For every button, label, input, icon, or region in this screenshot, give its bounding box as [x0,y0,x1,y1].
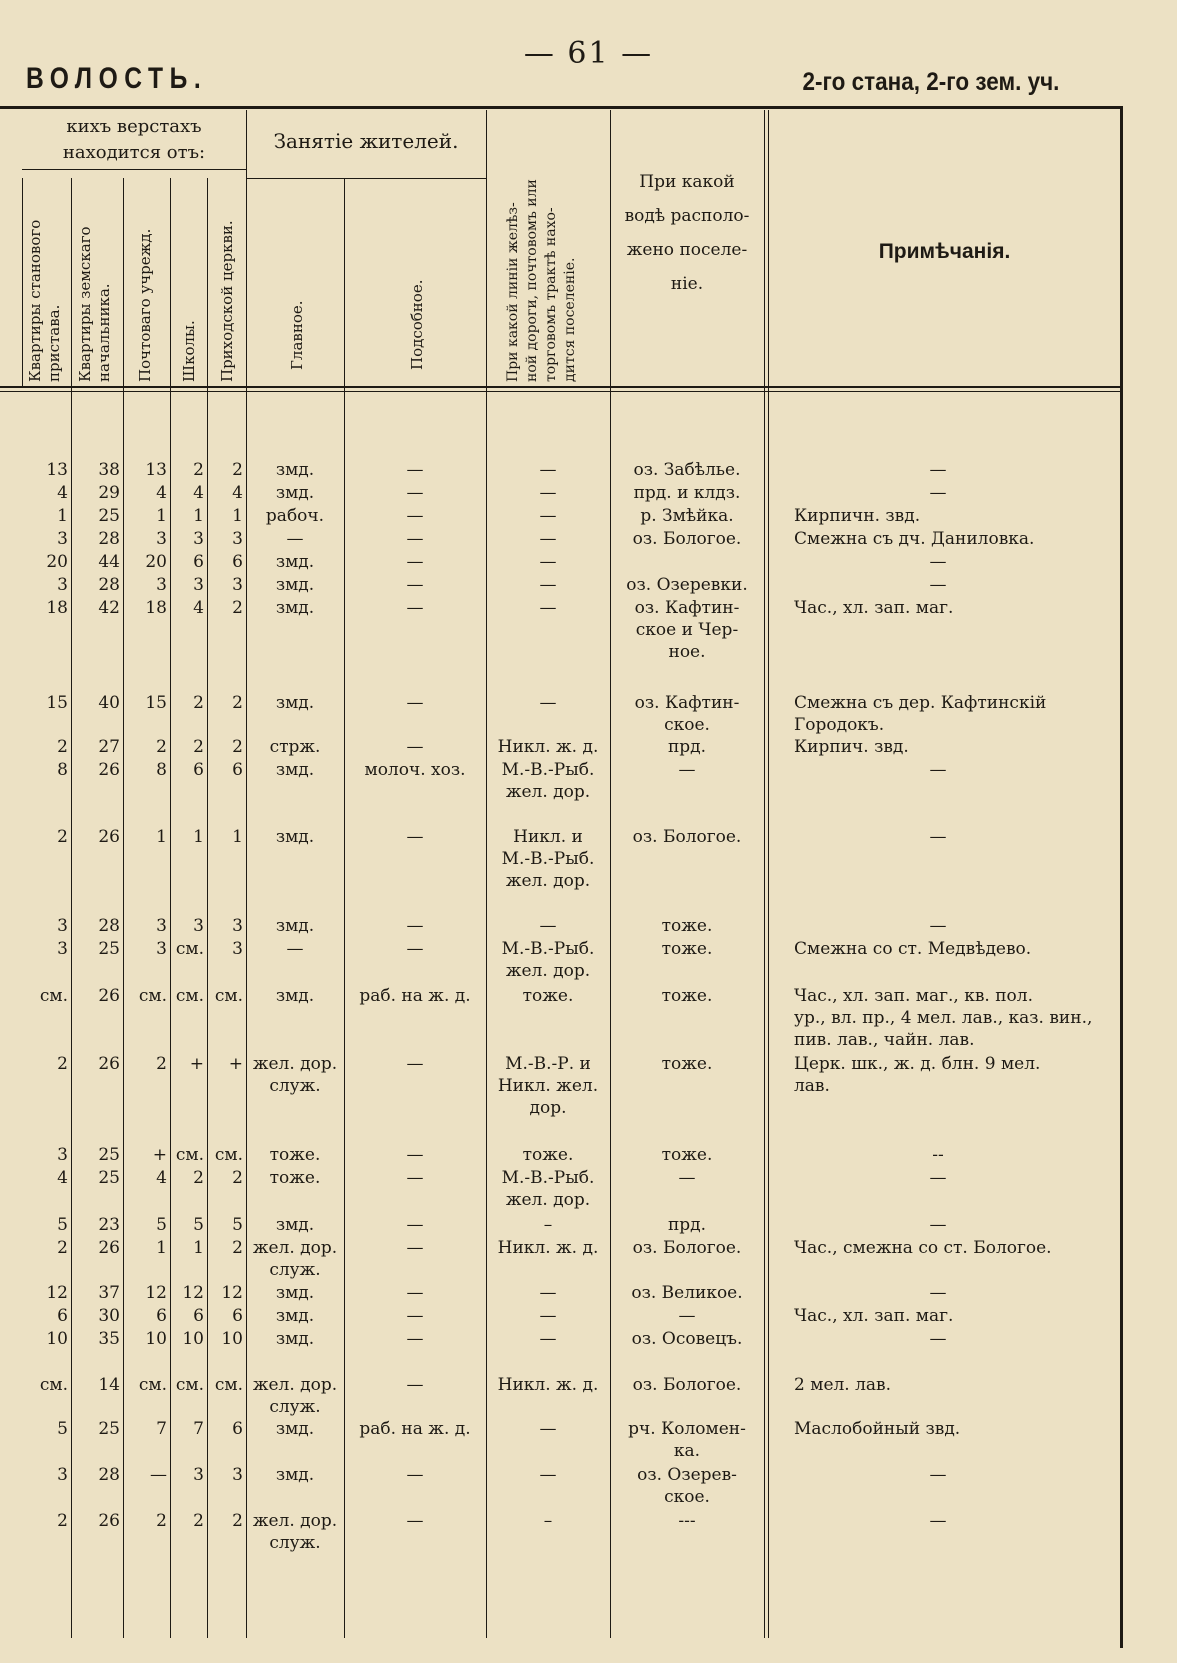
cell-water: тоже. [661,1054,713,1074]
col-divider [344,178,345,1638]
cell-main: змд. [275,1215,315,1235]
cell-aux: раб. на ж. д. [359,1419,471,1439]
cell-church: 6 [232,1419,243,1439]
cell-zemsky: 14 [98,1375,120,1395]
cell-notes: 2 мел. лав. [794,1375,892,1395]
cell-notes: — [929,916,947,936]
cell-aux: — [406,1306,424,1326]
cell-church: 1 [232,506,243,526]
cell-main: — [286,529,304,549]
header-notes: Примѣчанія. [878,240,1011,263]
header-post: Почтоваго учрежд. [136,228,154,382]
cell-zemsky: 35 [98,1329,120,1349]
cell-stanovoy: см. [39,986,68,1006]
cell-aux: — [406,598,424,618]
cell-post: 7 [156,1419,167,1439]
header-zemsky: Квартиры земскаго начальника. [76,226,113,382]
cell-church: 12 [221,1283,243,1303]
cell-stanovoy: 4 [57,1168,68,1188]
cell-main: жел. дор. служ. [252,1054,338,1096]
cell-notes: Церк. шк., ж. д. блн. 9 мел. лав. [794,1054,1041,1096]
cell-post: 2 [156,1054,167,1074]
cell-water: оз. Кафтин- ское и Чер- ное. [634,598,740,662]
cell-church: 4 [232,483,243,503]
cell-zemsky: 26 [98,1054,120,1074]
cell-water: — [678,760,696,780]
cell-stanovoy: 3 [57,1145,68,1165]
cell-stanovoy: 2 [57,827,68,847]
cell-zemsky: 26 [98,1238,120,1258]
cell-main: змд. [275,1419,315,1439]
cell-aux: — [406,737,424,757]
cell-stanovoy: 5 [57,1215,68,1235]
cell-main: змд. [275,460,315,480]
cell-post: 8 [156,760,167,780]
cell-railway: тоже. [522,986,574,1006]
cell-railway: — [539,529,557,549]
cell-water: оз. Кафтин- ское. [634,693,740,735]
cell-railway: М.-В.-Р. и Никл. жел. дор. [497,1054,599,1118]
cell-railway: М.-В.-Рыб. жел. дор. [501,760,595,802]
cell-railway: – [543,1215,553,1235]
cell-post: 3 [156,529,167,549]
cell-zemsky: 25 [98,1419,120,1439]
cell-main: жел. дор. служ. [252,1238,338,1280]
cell-notes: Час., хл. зап. маг. [794,1306,954,1326]
cell-church: 6 [232,760,243,780]
cell-stanovoy: 1 [57,506,68,526]
header-aux: Подсобное. [408,279,426,370]
cell-post: 12 [145,1283,167,1303]
cell-school: 1 [193,506,204,526]
cell-stanovoy: 3 [57,939,68,959]
cell-railway: — [539,1329,557,1349]
cell-zemsky: 26 [98,1511,120,1531]
header-bottom-rule [0,386,1123,388]
cell-main: змд. [275,986,315,1006]
cell-zemsky: 42 [98,598,120,618]
cell-stanovoy: 15 [46,693,68,713]
cell-aux: — [406,1329,424,1349]
header-bottom-rule-2 [0,391,1123,392]
cell-zemsky: 25 [98,506,120,526]
cell-zemsky: 25 [98,1168,120,1188]
cell-zemsky: 28 [98,529,120,549]
cell-stanovoy: 2 [57,1054,68,1074]
cell-aux: — [406,1465,424,1485]
cell-stanovoy: 18 [46,598,68,618]
cell-aux: — [406,529,424,549]
cell-water: оз. Бологое. [632,1375,742,1395]
cell-post: — [150,1465,167,1485]
cell-notes: — [929,1329,947,1349]
cell-aux: — [406,1168,424,1188]
cell-post: 15 [145,693,167,713]
cell-main: змд. [275,827,315,847]
cell-railway: — [539,506,557,526]
occupation-group-header: Занятіе жителей. [273,129,459,153]
cell-zemsky: 26 [98,827,120,847]
cell-stanovoy: 13 [46,460,68,480]
cell-school: 3 [193,916,204,936]
cell-stanovoy: см. [39,1375,68,1395]
cell-railway: – [543,1511,553,1531]
cell-church: 2 [232,598,243,618]
cell-aux: — [406,483,424,503]
cell-school: см. [175,1145,204,1165]
cell-post: 4 [156,1168,167,1188]
cell-post: 6 [156,1306,167,1326]
cell-water: прд. [667,737,707,757]
cell-aux: — [406,1215,424,1235]
cell-railway: — [539,1306,557,1326]
cell-main: змд. [275,483,315,503]
cell-zemsky: 40 [98,693,120,713]
cell-main: змд. [275,693,315,713]
cell-water: оз. Озеревки. [626,575,748,595]
cell-main: змд. [275,575,315,595]
cell-notes: — [929,1168,947,1188]
col-divider [764,110,765,1638]
cell-main: рабоч. [265,506,325,526]
cell-railway: — [539,483,557,503]
cell-water: прд. и клдз. [633,483,741,503]
cell-stanovoy: 20 [46,552,68,572]
cell-stanovoy: 8 [57,760,68,780]
cell-notes: — [929,552,947,572]
cell-railway: — [539,598,557,618]
cell-notes: — [929,760,947,780]
cell-post: 3 [156,916,167,936]
cell-main: жел. дор. служ. [252,1375,338,1417]
cell-aux: молоч. хоз. [364,760,466,780]
cell-post: 3 [156,939,167,959]
cell-school: 5 [193,1215,204,1235]
cell-railway: — [539,1465,557,1485]
cell-church: см. [214,1145,243,1165]
cell-water: оз. Великое. [631,1283,743,1303]
cell-stanovoy: 4 [57,483,68,503]
cell-aux: — [406,575,424,595]
cell-church: 6 [232,1306,243,1326]
cell-main: — [286,939,304,959]
cell-church: 6 [232,552,243,572]
cell-stanovoy: 5 [57,1419,68,1439]
cell-zemsky: 25 [98,939,120,959]
header-stanovoy: Квартиры станового пристава. [26,219,63,382]
col-divider [22,178,23,386]
cell-stanovoy: 3 [57,529,68,549]
cell-aux: — [406,1283,424,1303]
cell-zemsky: 25 [98,1145,120,1165]
cell-school: 6 [193,1306,204,1326]
cell-aux: раб. на ж. д. [359,986,471,1006]
cell-church: 2 [232,1238,243,1258]
cell-school: 1 [193,1238,204,1258]
cell-school: 2 [193,1168,204,1188]
cell-school: 2 [193,460,204,480]
cell-church: 2 [232,737,243,757]
cell-aux: — [406,1375,424,1395]
cell-main: тоже. [269,1168,321,1188]
cell-railway: — [539,552,557,572]
cell-zemsky: 44 [98,552,120,572]
cell-railway: М.-В.-Рыб. жел. дор. [501,1168,595,1210]
cell-notes: — [929,1215,947,1235]
cell-school: 3 [193,529,204,549]
col-divider [486,110,487,1638]
cell-school: 12 [182,1283,204,1303]
cell-railway: — [539,693,557,713]
cell-zemsky: 27 [98,737,120,757]
cell-school: 7 [193,1419,204,1439]
cell-stanovoy: 2 [57,1511,68,1531]
cell-post: + [152,1145,167,1165]
cell-railway: тоже. [522,1145,574,1165]
cell-church: 2 [232,693,243,713]
cell-railway: Никл. ж. д. [497,737,599,757]
cell-post: 1 [156,506,167,526]
cell-church: см. [214,986,243,1006]
page-title: ВОЛОСТЬ. [26,62,208,95]
cell-aux: — [406,693,424,713]
cell-school: 2 [193,693,204,713]
cell-post: см. [138,1375,167,1395]
cell-school: 1 [193,827,204,847]
table-top-rule [0,106,1123,109]
cell-zemsky: 28 [98,575,120,595]
cell-aux: — [406,939,424,959]
cell-zemsky: 37 [98,1283,120,1303]
cell-main: жел. дор. служ. [252,1511,338,1553]
cell-main: тоже. [269,1145,321,1165]
cell-church: 1 [232,827,243,847]
cell-railway: — [539,1283,557,1303]
cell-church: 3 [232,916,243,936]
cell-school: 3 [193,575,204,595]
cell-notes: -- [932,1145,944,1165]
cell-main: змд. [275,1465,315,1485]
cell-aux: — [406,1511,424,1531]
header-water: При какой водѣ располо- жено поселе- ніе. [624,172,750,294]
cell-stanovoy: 10 [46,1329,68,1349]
cell-church: см. [214,1375,243,1395]
cell-zemsky: 30 [98,1306,120,1326]
cell-stanovoy: 3 [57,1465,68,1485]
cell-water: тоже. [661,939,713,959]
cell-aux: — [406,460,424,480]
cell-notes: Час., смежна со ст. Бологое. [794,1238,1052,1258]
cell-stanovoy: 3 [57,575,68,595]
cell-aux: — [406,552,424,572]
cell-railway: — [539,1419,557,1439]
cell-main: змд. [275,1329,315,1349]
cell-main: змд. [275,916,315,936]
cell-railway: — [539,575,557,595]
cell-church: 3 [232,575,243,595]
cell-zemsky: 28 [98,1465,120,1485]
cell-aux: — [406,916,424,936]
cell-post: 20 [145,552,167,572]
cell-water: — [678,1168,696,1188]
cell-post: 2 [156,1511,167,1531]
cell-railway: М.-В.-Рыб. жел. дор. [501,939,595,981]
cell-water: оз. Забѣлье. [633,460,741,480]
cell-water: прд. [667,1215,707,1235]
cell-stanovoy: 12 [46,1283,68,1303]
header-school: Школы. [180,320,198,382]
cell-aux: — [406,827,424,847]
cell-zemsky: 26 [98,986,120,1006]
cell-school: 6 [193,552,204,572]
occupation-group-underline [246,178,486,179]
cell-church: 2 [232,1168,243,1188]
cell-church: 3 [232,1465,243,1485]
cell-church: 2 [232,1511,243,1531]
cell-main: змд. [275,598,315,618]
cell-water: оз. Осовецъ. [631,1329,743,1349]
cell-church: + [228,1054,243,1074]
cell-post: 18 [145,598,167,618]
cell-post: см. [138,986,167,1006]
cell-aux: — [406,1145,424,1165]
cell-railway: — [539,460,557,480]
cell-water: р. Змѣйка. [640,506,734,526]
cell-school: 2 [193,1511,204,1531]
cell-notes: Смежна съ дер. Кафтинскій Городокъ. [794,693,1047,735]
cell-main: змд. [275,1283,315,1303]
cell-main: змд. [275,552,315,572]
cell-school: см. [175,1375,204,1395]
cell-water: тоже. [661,1145,713,1165]
cell-stanovoy: 2 [57,737,68,757]
cell-water: — [678,1306,696,1326]
cell-church: 3 [232,939,243,959]
cell-aux: — [406,506,424,526]
cell-post: 5 [156,1215,167,1235]
cell-church: 3 [232,529,243,549]
cell-water: оз. Бологое. [632,827,742,847]
cell-notes: Смежна съ дч. Даниловка. [794,529,1035,549]
cell-notes: — [929,1283,947,1303]
cell-notes: Смежна со ст. Медвѣдево. [794,939,1032,959]
cell-zemsky: 28 [98,916,120,936]
cell-railway: — [539,916,557,936]
cell-school: 10 [182,1329,204,1349]
cell-zemsky: 26 [98,760,120,780]
cell-notes: — [929,827,947,847]
cell-water: тоже. [661,916,713,936]
page-number: — 61 — [523,36,654,71]
cell-water: оз. Бологое. [632,1238,742,1258]
cell-school: 2 [193,737,204,757]
col-divider [246,110,247,1638]
cell-notes: — [929,575,947,595]
cell-zemsky: 23 [98,1215,120,1235]
cell-water: оз. Озерев- ское. [637,1465,737,1507]
cell-zemsky: 29 [98,483,120,503]
cell-school: см. [175,986,204,1006]
cell-post: 4 [156,483,167,503]
distance-group-underline [22,169,246,170]
cell-church: 5 [232,1215,243,1235]
cell-notes: Час., хл. зап. маг., кв. пол. ур., вл. пр., 4 мел. лав., каз. вин., пив. лав., чайн. лав. [794,986,1093,1050]
cell-post: 10 [145,1329,167,1349]
cell-post: 13 [145,460,167,480]
cell-stanovoy: 6 [57,1306,68,1326]
cell-post: 2 [156,737,167,757]
cell-main: змд. [275,760,315,780]
header-church: Приходской церкви. [218,220,236,382]
cell-notes: — [929,1465,947,1485]
cell-railway: Никл. ж. д. [497,1375,599,1395]
cell-aux: — [406,1238,424,1258]
cell-main: стрж. [269,737,321,757]
cell-post: 1 [156,1238,167,1258]
cell-school: см. [175,939,204,959]
distance-group-header: кихъ верстахъ находится отъ: [62,116,206,163]
cell-main: змд. [275,1306,315,1326]
cell-railway: Никл. и М.-В.-Рыб. жел. дор. [501,827,595,891]
col-divider [610,110,611,1638]
cell-water: --- [678,1511,696,1531]
cell-water: рч. Коломен- ка. [628,1419,746,1461]
cell-church: 2 [232,460,243,480]
cell-notes: Кирпич. звд. [794,737,909,757]
cell-school: + [189,1054,204,1074]
table-right-rule [1120,106,1123,1648]
cell-school: 6 [193,760,204,780]
cell-notes: Маслобойный звд. [794,1419,961,1439]
header-railway: При какой линіи желѣз- ной дороги, почтовомъ или торговомъ трактѣ нахо- дится поселеніе. [505,179,578,382]
cell-notes: — [929,460,947,480]
cell-post: 1 [156,827,167,847]
cell-stanovoy: 3 [57,916,68,936]
header-main: Главное. [288,300,306,370]
cell-water: тоже. [661,986,713,1006]
cell-aux: — [406,1054,424,1074]
cell-school: 4 [193,483,204,503]
cell-railway: Никл. ж. д. [497,1238,599,1258]
cell-notes: Кирпичн. звд. [794,506,921,526]
cell-church: 10 [221,1329,243,1349]
cell-water: оз. Бологое. [632,529,742,549]
cell-notes: — [929,1511,947,1531]
cell-notes: — [929,483,947,503]
page-subtitle: 2-го стана, 2-го зем. уч. [802,68,1059,96]
cell-school: 3 [193,1465,204,1485]
cell-stanovoy: 2 [57,1238,68,1258]
cell-post: 3 [156,575,167,595]
col-divider [768,110,769,1638]
cell-school: 4 [193,598,204,618]
cell-notes: Час., хл. зап. маг. [794,598,954,618]
cell-zemsky: 38 [98,460,120,480]
